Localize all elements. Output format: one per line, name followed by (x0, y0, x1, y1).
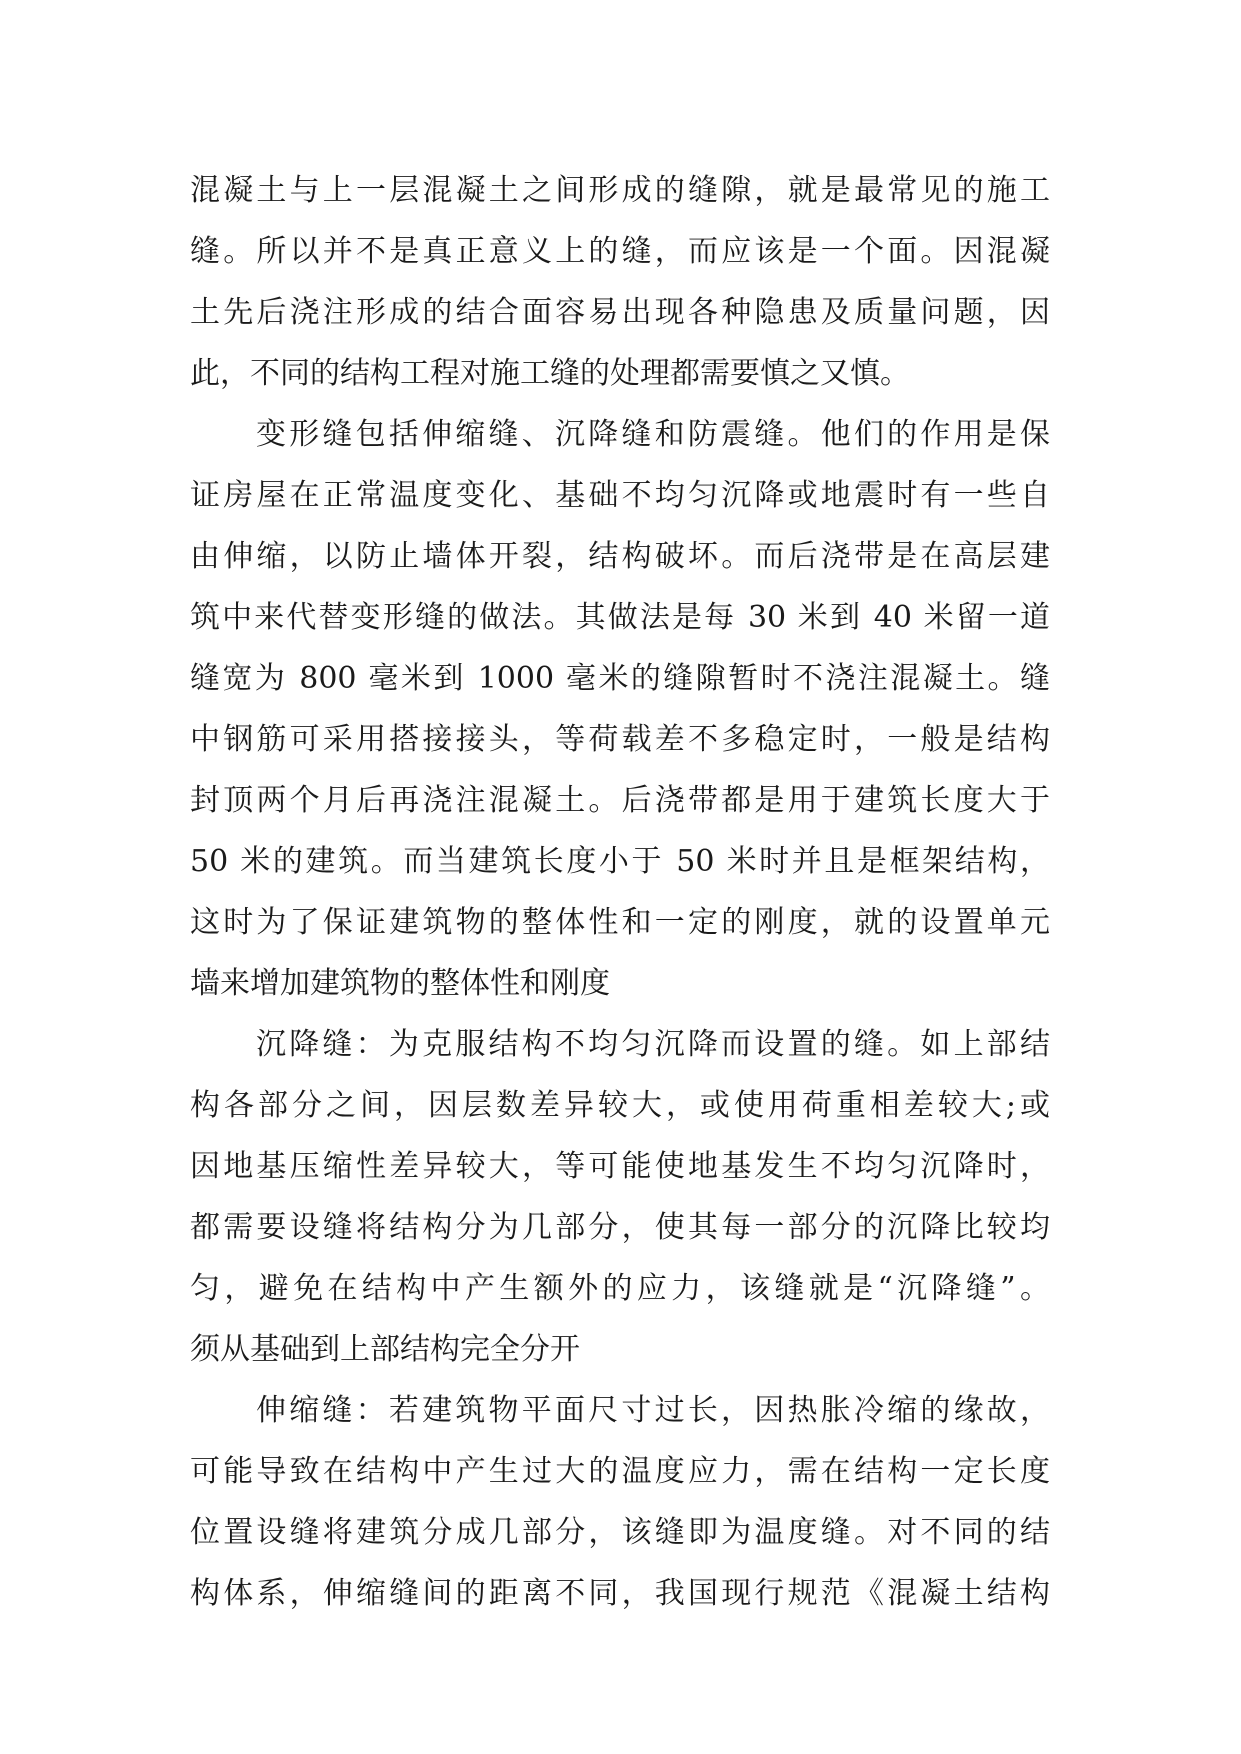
text-line: 位置设缝将建筑分成几部分，该缝即为温度缝。对不同的结 (190, 1515, 1050, 1550)
text-line: 缝宽为 800 毫米到 1000 毫米的缝隙暂时不浇注混凝土。缝 (190, 661, 1050, 696)
text-line: 沉降缝：为克服结构不均匀沉降而设置的缝。如上部结 (256, 1027, 1050, 1062)
text-line: 构体系，伸缩缝间的距离不同，我国现行规范《混凝土结构 (190, 1576, 1050, 1611)
text-line: 这时为了保证建筑物的整体性和一定的刚度，就的设置单元 (190, 905, 1050, 940)
text-line: 证房屋在正常温度变化、基础不均匀沉降或地震时有一些自 (190, 478, 1050, 513)
text-line: 伸缩缝：若建筑物平面尺寸过长，因热胀冷缩的缘故， (256, 1393, 1050, 1428)
text-line: 由伸缩，以防止墙体开裂，结构破坏。而后浇带是在高层建 (190, 539, 1050, 574)
text-line: 土先后浇注形成的结合面容易出现各种隐患及质量问题，因 (190, 295, 1050, 330)
paragraph-deformation-joint (190, 404, 1050, 1014)
text-line: 构各部分之间，因层数差异较大，或使用荷重相差较大;或 (190, 1088, 1050, 1123)
text-line: 中钢筋可采用搭接接头，等荷载差不多稳定时，一般是结构 (190, 722, 1050, 757)
text-line: 封顶两个月后再浇注混凝土。后浇带都是用于建筑长度大于 (190, 783, 1050, 818)
text-line: 因地基压缩性差异较大，等可能使地基发生不均匀沉降时， (190, 1149, 1050, 1184)
text-line: 混凝土与上一层混凝土之间形成的缝隙，就是最常见的施工 (190, 173, 1050, 208)
paragraph-expansion-joint (190, 1380, 1050, 1624)
text-line: 可能导致在结构中产生过大的温度应力，需在结构一定长度 (190, 1454, 1050, 1489)
text-line: 变形缝包括伸缩缝、沉降缝和防震缝。他们的作用是保 (256, 417, 1050, 452)
text-line: 此，不同的结构工程对施工缝的处理都需要慎之又慎。 (190, 356, 910, 391)
text-line: 须从基础到上部结构完全分开 (190, 1332, 580, 1367)
text-line: 缝。所以并不是真正意义上的缝，而应该是一个面。因混凝 (190, 234, 1050, 269)
text-line: 墙来增加建筑物的整体性和刚度 (190, 966, 610, 1001)
paragraph-settlement-joint (190, 1014, 1050, 1380)
text-line: 都需要设缝将结构分为几部分，使其每一部分的沉降比较均 (190, 1210, 1050, 1245)
paragraph-construction-joint (190, 160, 1050, 404)
text-line: 50 米的建筑。而当建筑长度小于 50 米时并且是框架结构， (190, 844, 1050, 879)
text-line: 匀，避免在结构中产生额外的应力，该缝就是“沉降缝”。 (190, 1271, 1050, 1306)
document-body (190, 160, 1050, 1624)
text-line: 筑中来代替变形缝的做法。其做法是每 30 米到 40 米留一道 (190, 600, 1050, 635)
